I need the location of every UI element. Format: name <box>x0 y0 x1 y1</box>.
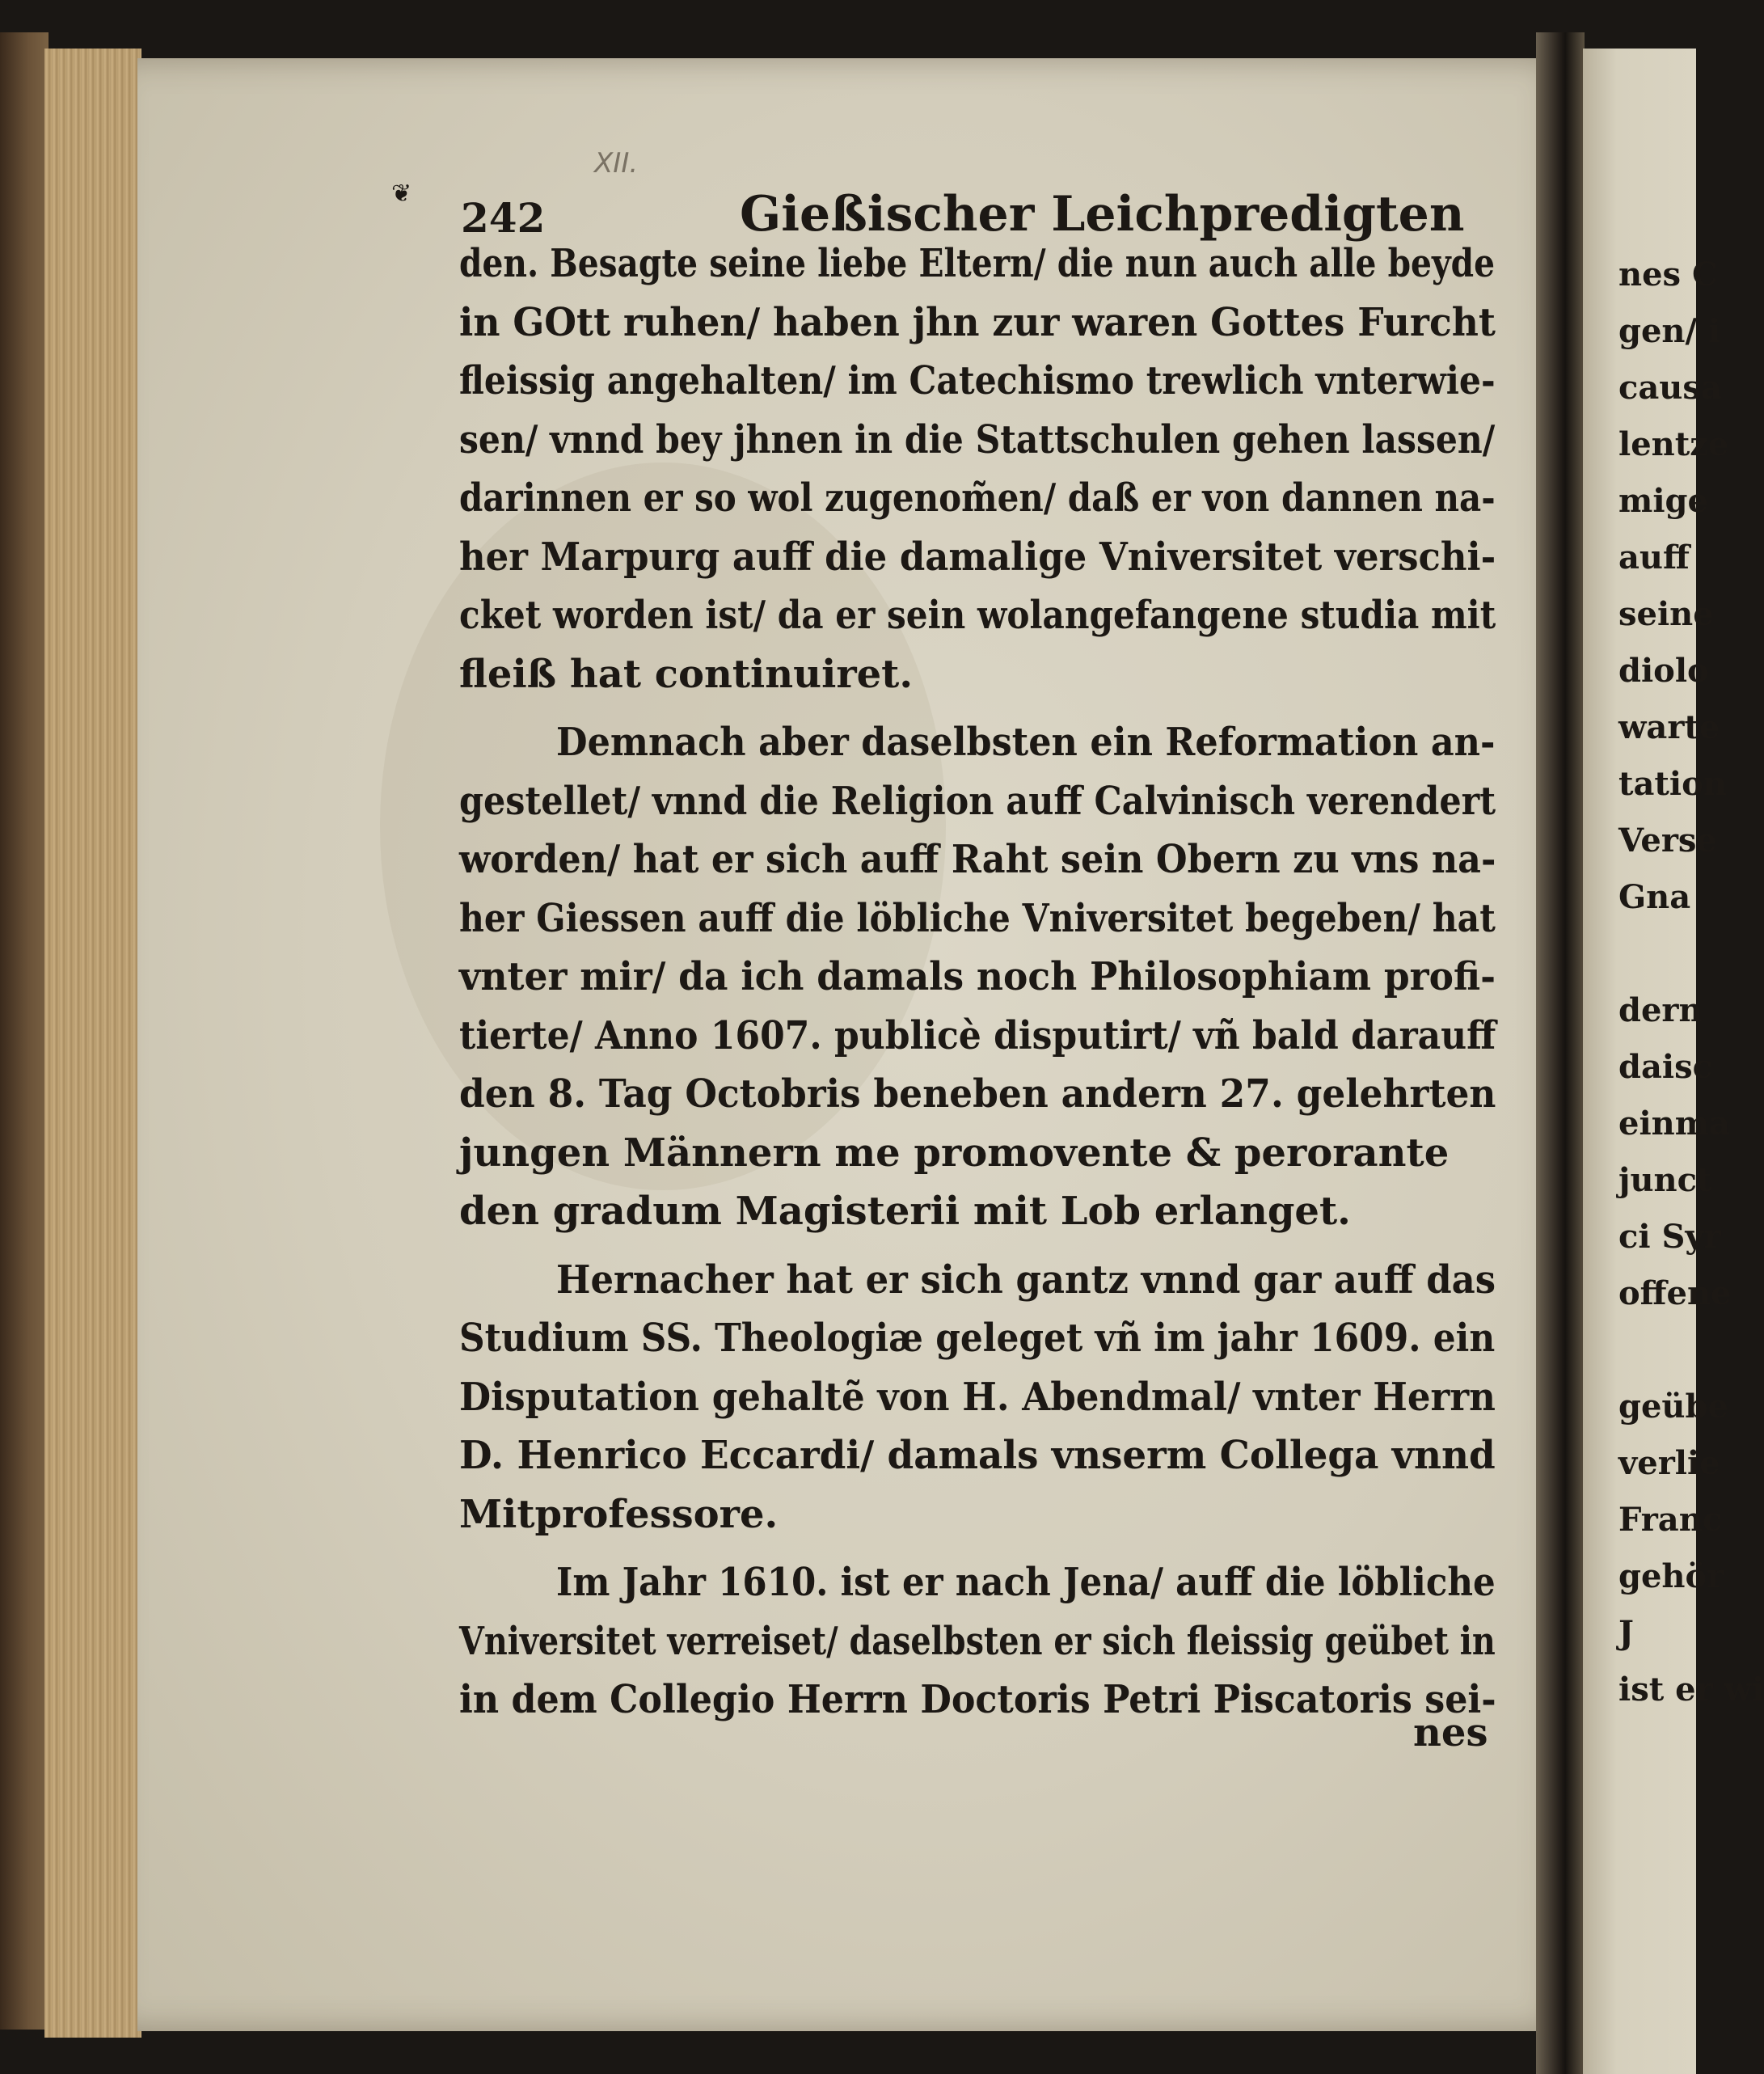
facing-page-fragment: seine <box>1618 595 1714 633</box>
facing-page-fragment: Franc <box>1618 1501 1723 1539</box>
facing-page-fragment: mige <box>1618 482 1708 520</box>
text-line: den 8. Tag Octobris beneben andern 27. gelehrten <box>459 1071 1496 1117</box>
text-line: Mitprofessore. <box>459 1491 779 1537</box>
text-line: worden/ hat er sich auff Raht sein Obern zu vns na- <box>459 837 1496 882</box>
text-line: cket worden ist/ da er sein wolangefangene studia mit <box>459 593 1496 638</box>
facing-page-fragment: diolo <box>1618 652 1709 690</box>
facing-page-fragment: causa <box>1618 369 1722 407</box>
text-line: her Giessen auff die löbliche Vniversitet begeben/ hat <box>459 895 1496 941</box>
text-line: Demnach aber daselbsten ein Reformation an- <box>556 720 1496 765</box>
text-line: vnter mir/ da ich damals noch Philosophiam profi- <box>459 954 1496 999</box>
text-line: in GOtt ruhen/ haben jhn zur waren Gottes Furcht <box>459 299 1496 345</box>
text-line: D. Henrico Eccardi/ damals vnserm Collega vnnd <box>459 1433 1496 1478</box>
facing-page-fragment: gen/ i <box>1618 312 1721 350</box>
text-line: Im Jahr 1610. ist er nach Jena/ auff die löbliche <box>556 1560 1496 1605</box>
text-line: gestellet/ vnnd die Religion auff Calvinisch verendert <box>459 778 1496 824</box>
facing-page-fragment: lentze <box>1618 425 1729 463</box>
text-line: fleissig angehalten/ im Catechismo trewlich vnterwie- <box>459 358 1496 403</box>
facing-page-fragment: einma <box>1618 1105 1730 1143</box>
text-line: darinnen er so wol zugenom̃en/ daß er von dannen na- <box>459 475 1496 521</box>
text-line: Hernacher hat er sich gantz vnnd gar auff das <box>556 1257 1496 1303</box>
text-line: Vniversitet verreiset/ daselbsten er sich fleissig geübet in <box>459 1618 1496 1664</box>
book-cover-edge <box>0 32 49 2030</box>
facing-page-fragment: dern <box>1618 991 1703 1029</box>
text-line: den. Besagte seine liebe Eltern/ die nun auch alle beyde <box>459 241 1495 286</box>
text-line: her Marpurg auff die damalige Vniversitet verschi- <box>459 534 1496 580</box>
facing-page-fragment: daisc <box>1618 1048 1712 1086</box>
book-gutter <box>1536 32 1585 2074</box>
text-line: jungen Männern me promovente & perorante <box>459 1130 1450 1176</box>
facing-page-fragment: ci Syr <box>1618 1218 1721 1256</box>
text-line: Studium SS. Theologiæ geleget vñ im jahr 1609. ein <box>459 1316 1496 1361</box>
facing-page-fragment: ist er wi <box>1618 1671 1764 1709</box>
facing-page-fragment: geübe <box>1618 1388 1728 1426</box>
facing-page-fragment: Verse <box>1618 822 1717 860</box>
ornament-icon: ❦ <box>391 180 412 208</box>
text-line: den gradum Magisterii mit Lob erlanget. <box>459 1189 1351 1234</box>
text-line: Disputation gehaltẽ von H. Abendmal/ vnter Herrn <box>459 1374 1496 1420</box>
facing-page-fragment: warte <box>1618 708 1720 746</box>
catchword: nes <box>1413 1710 1488 1755</box>
text-line: in dem Collegio Herrn Doctoris Petri Piscatoris sei- <box>459 1677 1496 1722</box>
facing-page-fragment: gehör <box>1618 1557 1724 1595</box>
text-line: sen/ vnnd bey jhnen in die Stattschulen gehen lassen/ <box>459 416 1496 463</box>
facing-page-fragment: auff <box>1618 539 1690 577</box>
facing-page-fragment: tation <box>1618 765 1727 803</box>
facing-page-fragment: offene <box>1618 1274 1732 1312</box>
pencil-annotation: XII. <box>594 147 639 180</box>
facing-page-fragment: nes C <box>1618 256 1718 294</box>
running-title: Gießischer Leichpredigten <box>740 186 1465 243</box>
facing-page-fragment: verlie <box>1618 1444 1720 1482</box>
facing-page-fragment: J <box>1618 1614 1634 1652</box>
facing-page-fragment: junct <box>1618 1161 1712 1199</box>
text-line: fleiß hat continuiret. <box>459 651 914 697</box>
page-number: 242 <box>461 194 546 242</box>
page-fore-edge <box>44 49 141 2038</box>
text-line: tierte/ Anno 1607. publicè disputirt/ vñ bald darauff <box>459 1012 1496 1058</box>
facing-page-fragment: Gna <box>1618 878 1691 916</box>
